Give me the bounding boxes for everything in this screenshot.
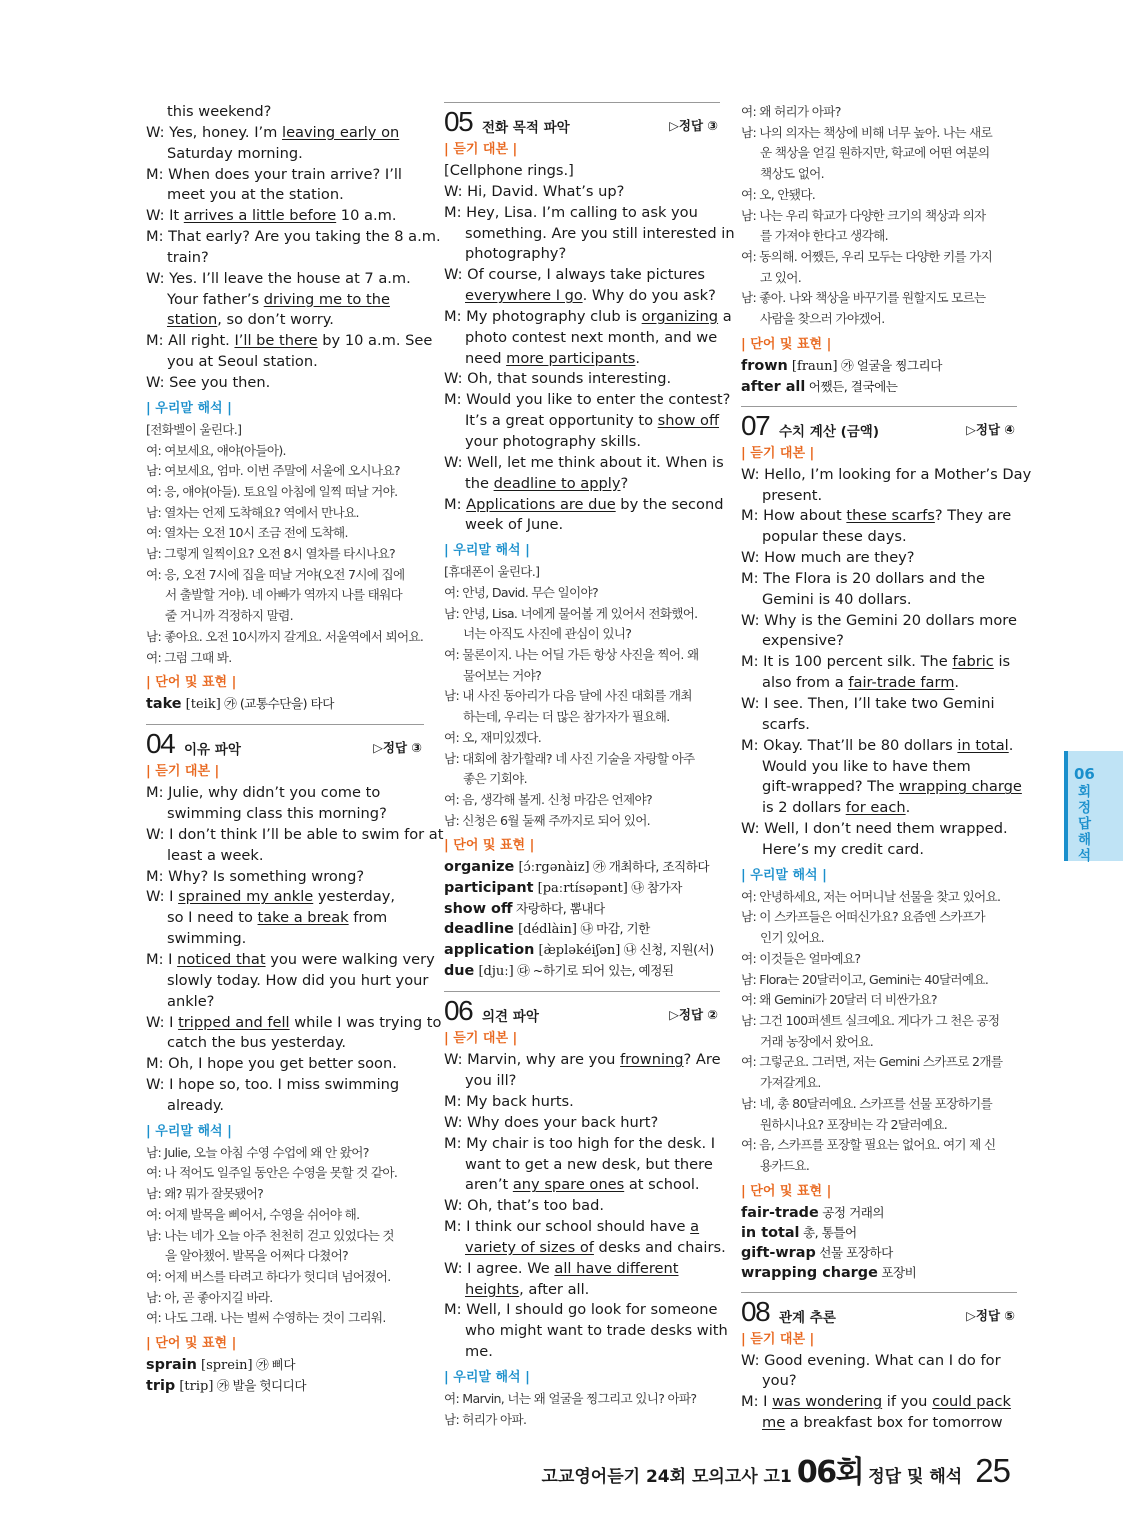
underlined-phrase: arrives a little before bbox=[183, 207, 337, 225]
underlined-phrase: a bbox=[690, 1218, 700, 1236]
text-line: W: Of course, I always take pictures bbox=[444, 266, 705, 284]
text-line: 줄 거니까 걱정하지 말렴. bbox=[165, 608, 293, 624]
text-line: W: Well, I don’t need them wrapped. bbox=[741, 820, 1008, 838]
underlined-phrase: frowning bbox=[620, 1051, 684, 1069]
chapter-side-tab[interactable] bbox=[1064, 751, 1123, 864]
text-line: W: It arrives a little before 10 a.m. bbox=[146, 207, 397, 225]
vocab-meaning: 자랑하다, 뽐내다 bbox=[512, 901, 605, 917]
text-line: W: Well, let me think about it. When is bbox=[444, 453, 724, 471]
underlined-phrase: was wondering bbox=[772, 1393, 883, 1411]
text-line: already. bbox=[167, 1096, 225, 1114]
column-middle bbox=[444, 102, 735, 1430]
vocab-entry bbox=[146, 694, 424, 715]
text-line: W: Hi, David. What’s up? bbox=[444, 182, 625, 200]
underlined-phrase: heights bbox=[465, 1280, 520, 1298]
text-line: 너는 아직도 사진에 관심이 있니? bbox=[463, 626, 632, 642]
text-line: 가져갈게요. bbox=[760, 1075, 821, 1091]
text-line: week of June. bbox=[465, 516, 564, 534]
text-line: M: Would you like to enter the contest? bbox=[444, 391, 731, 409]
text-line: 여: 여보세요, 얘야(아들아). bbox=[146, 442, 286, 458]
text-line: 남: 그건 100퍼센트 실크예요. 게다가 그 천은 공정 bbox=[741, 1012, 1000, 1028]
vocab-entry bbox=[444, 878, 720, 899]
vocab-list-06 bbox=[741, 356, 1017, 397]
text-line: 거래 농장에서 왔어요. bbox=[760, 1033, 874, 1049]
text-line: M: All right. I’ll be there by 10 a.m. See bbox=[146, 332, 433, 350]
question-04-header bbox=[146, 724, 424, 761]
vocab-pronunciation: [fraun] bbox=[787, 358, 838, 374]
text-line: you at Seoul station. bbox=[167, 353, 318, 371]
underlined-phrase: for each bbox=[845, 799, 906, 817]
translation-header: | 우리말 해석 | bbox=[146, 1123, 232, 1139]
text-line: slowly today. How did you hurt your bbox=[167, 971, 429, 989]
vocab-meaning: 총, 통틀어 bbox=[799, 1224, 857, 1240]
text-line: W: Yes, honey. I’m leaving early on bbox=[146, 123, 400, 141]
vocab-list-07 bbox=[741, 1203, 1017, 1283]
translation-header: | 우리말 해석 | bbox=[444, 1369, 530, 1385]
text-line: 운 책상을 얻길 원하지만, 학교에 어떤 여분의 bbox=[760, 145, 990, 161]
dialogue-08 bbox=[741, 1351, 1017, 1434]
question-title: 수치 계산 (금액) bbox=[779, 423, 879, 440]
vocab-pronunciation: [æ̀pləkéiʃən] bbox=[534, 943, 621, 959]
text-line: 사람을 찾으러 가야겠어. bbox=[760, 311, 885, 327]
text-line: M: Well, I should go look for someone bbox=[444, 1301, 718, 1319]
text-line: 남: 나의 의자는 책상에 비해 너무 높아. 나는 새로 bbox=[741, 124, 993, 140]
underlined-phrase: wrapping charge bbox=[899, 778, 1022, 796]
answer-label: ▷정답 ② bbox=[669, 1007, 718, 1023]
question-05-header bbox=[444, 102, 720, 139]
text-line: who might want to trade desks with bbox=[465, 1322, 728, 1340]
book-title: 고교영어듣기 24회 모의고사 고1 bbox=[541, 1467, 792, 1487]
text-line: photo contest next month, and we bbox=[465, 328, 718, 346]
vocab-word: fair-trade bbox=[741, 1204, 819, 1221]
text-line: Your father’s driving me to the bbox=[167, 290, 390, 308]
text-line: Gemini is 40 dollars. bbox=[762, 590, 912, 608]
text-line: 를 가져야 한다고 생각해. bbox=[760, 228, 888, 244]
text-line: you ill? bbox=[465, 1072, 517, 1090]
text-line: also from a fair-trade farm. bbox=[762, 674, 960, 692]
vocab-pronunciation: [ɔ́ːrgənàiz] bbox=[514, 860, 590, 876]
text-line: W: Yes. I’ll leave the house at 7 a.m. bbox=[146, 269, 411, 287]
underlined-phrase: tripped and fell bbox=[178, 1013, 290, 1031]
question-title: 의견 파악 bbox=[482, 1009, 539, 1026]
vocab-word: frown bbox=[741, 357, 788, 374]
text-line: me. bbox=[465, 1343, 493, 1361]
vocab-entry bbox=[444, 919, 720, 940]
vocab-header: | 단어 및 표현 | bbox=[146, 675, 237, 691]
vocab-pronunciation: [teik] bbox=[181, 697, 221, 713]
text-line: M: How about these scarfs? They are bbox=[741, 507, 1012, 525]
question-title: 관계 추론 bbox=[779, 1309, 836, 1326]
vocab-word: show off bbox=[444, 901, 513, 918]
vocab-meaning: ㉯ 신청, 지원(서) bbox=[620, 942, 714, 958]
text-line: W: Good evening. What can I do for bbox=[741, 1351, 1001, 1369]
text-line: 용카드요. bbox=[760, 1157, 810, 1173]
text-line: swimming class this morning? bbox=[167, 805, 387, 823]
dialogue-03-continued bbox=[146, 102, 441, 394]
text-line: 여: 응, 오전 7시에 집을 떠날 거야(오전 7시에 집에 bbox=[146, 566, 405, 582]
text-line: everywhere I go. Why do you ask? bbox=[465, 287, 716, 305]
vocab-word: wrapping charge bbox=[741, 1264, 878, 1281]
dialogue-04 bbox=[146, 783, 444, 1117]
text-line: want to get a new desk, but there bbox=[465, 1155, 713, 1173]
vocab-entry bbox=[444, 961, 720, 982]
translation-04 bbox=[146, 1143, 424, 1329]
vocab-pronunciation: [paːrtísəpənt] bbox=[533, 881, 628, 897]
text-line: M: My chair is too high for the desk. I bbox=[444, 1134, 716, 1152]
text-line: M: It is 100 percent silk. The fabric is bbox=[741, 653, 1011, 671]
underlined-phrase: deadline to apply bbox=[493, 474, 621, 492]
text-line: the deadline to apply? bbox=[465, 474, 629, 492]
footer-subtitle: 정답 및 해석 bbox=[868, 1467, 963, 1487]
text-line: 여: 왜 허리가 아파? bbox=[741, 104, 841, 119]
text-line: 남: 좋아요. 오전 10시까지 갈게요. 서울역에서 뵈어요. bbox=[146, 628, 424, 644]
text-line: scarfs. bbox=[762, 715, 810, 733]
text-line: 물어보는 거야? bbox=[463, 667, 542, 683]
translation-07 bbox=[741, 887, 1017, 1177]
text-line: 남: 신청은 6월 둘째 주까지로 되어 있어. bbox=[444, 812, 650, 828]
vocab-list-05 bbox=[444, 857, 720, 982]
text-line: 남: 허리가 아파. bbox=[444, 1411, 527, 1427]
text-line: W: Oh, that’s too bad. bbox=[444, 1197, 604, 1215]
vocab-pronunciation: [trip] bbox=[175, 1379, 214, 1395]
text-line: W: I tripped and fell while I was trying to bbox=[146, 1013, 442, 1031]
text-line: something. Are you still interested in bbox=[465, 224, 735, 242]
text-line: [전화벨이 울린다.] bbox=[146, 421, 242, 437]
dialogue-07 bbox=[741, 465, 1032, 861]
text-line: M: Oh, I hope you get better soon. bbox=[146, 1055, 397, 1073]
vocab-word: organize bbox=[444, 859, 515, 876]
page-number: 25 bbox=[975, 1452, 1010, 1489]
text-line: M: I think our school should have a bbox=[444, 1218, 700, 1236]
vocab-list-03 bbox=[146, 694, 424, 715]
underlined-phrase: could pack bbox=[932, 1393, 1011, 1411]
text-line: M: Applications are due by the second bbox=[444, 495, 724, 513]
text-line: gift-wrapped? The wrapping charge bbox=[762, 778, 1022, 796]
vocab-meaning: 포장비 bbox=[877, 1264, 917, 1280]
text-line: 여: 물론이지. 나는 어딜 가든 항상 사진을 찍어. 왜 bbox=[444, 647, 699, 662]
side-tab-label: 회 정답해석 bbox=[1078, 784, 1092, 864]
text-line: 남: 아, 곧 좋아지길 바라. bbox=[146, 1289, 273, 1305]
column-left bbox=[146, 102, 444, 1397]
text-line: station, so don’t worry. bbox=[167, 311, 334, 329]
text-line: W: I don’t think I’ll be able to swim for at bbox=[146, 825, 444, 843]
vocab-word: due bbox=[444, 963, 475, 980]
question-number: 08 bbox=[741, 1295, 770, 1327]
vocab-header: | 단어 및 표현 | bbox=[741, 336, 832, 352]
text-line: 여: 나도 그래. 나는 벌써 수영하는 것이 그리워. bbox=[146, 1310, 386, 1326]
text-line: is 2 dollars for each. bbox=[762, 799, 911, 817]
vocab-meaning: ㉮ 개최하다, 조직하다 bbox=[589, 859, 710, 875]
vocab-entry bbox=[146, 1355, 424, 1376]
dialogue-06 bbox=[444, 1050, 728, 1363]
vocab-meaning: ㉮ 삐다 bbox=[252, 1357, 296, 1373]
text-line: 남: 좋아. 나와 책상을 바꾸기를 원할지도 모르는 bbox=[741, 290, 986, 306]
text-line: 여: 나 적어도 일주일 동안은 수영을 못할 것 같아. bbox=[146, 1165, 398, 1181]
text-line: M: Julie, why didn’t you come to bbox=[146, 784, 381, 802]
question-number: 07 bbox=[741, 409, 770, 441]
underlined-phrase: station bbox=[167, 311, 218, 329]
text-line: W: I sprained my ankle yesterday, bbox=[146, 888, 396, 906]
text-line: 하는데, 우리는 더 많은 참가자가 필요해. bbox=[463, 709, 670, 725]
text-line: 여: 왜 Gemini가 20달러 더 비싼가요? bbox=[741, 992, 937, 1008]
page-footer bbox=[542, 1447, 1011, 1491]
text-line: M: The Flora is 20 dollars and the bbox=[741, 569, 985, 587]
text-line: M: When does your train arrive? I’ll bbox=[146, 165, 402, 183]
underlined-phrase: me bbox=[762, 1414, 786, 1432]
translation-header: | 우리말 해석 | bbox=[741, 867, 827, 883]
vocab-meaning: ㉰ ~하기로 되어 있는, 예정된 bbox=[513, 963, 674, 979]
vocab-entry bbox=[146, 1376, 424, 1397]
underlined-phrase: organizing bbox=[641, 307, 719, 325]
text-line: aren’t any spare ones at school. bbox=[465, 1176, 700, 1194]
translation-06-continued bbox=[741, 102, 1017, 330]
text-line: popular these days. bbox=[762, 528, 907, 546]
text-line: so I need to take a break from bbox=[167, 909, 388, 927]
vocab-entry bbox=[741, 1223, 1017, 1243]
vocab-meaning: ㉮ 발을 헛디디다 bbox=[213, 1378, 307, 1394]
text-line: [휴대폰이 울린다.] bbox=[444, 564, 540, 580]
vocab-entry bbox=[741, 1243, 1017, 1263]
text-line: W: How much are they? bbox=[741, 549, 915, 567]
vocab-meaning: ㉮ (교통수단을) 타다 bbox=[220, 696, 334, 712]
text-line: 여: 음, 생각해 볼게. 신청 마감은 언제야? bbox=[444, 791, 652, 807]
vocab-word: participant bbox=[444, 880, 534, 897]
text-line: 여: 안녕하세요, 저는 어머니날 선물을 찾고 있어요. bbox=[741, 888, 1001, 904]
underlined-phrase: driving me to the bbox=[263, 290, 390, 308]
text-line: 남: 나는 네가 오늘 아주 천천히 걷고 있었다는 것 bbox=[146, 1227, 394, 1243]
text-line: Would you like to have them bbox=[762, 757, 971, 775]
text-line: 여: 어제 버스를 타려고 하다가 헛디뎌 넘어졌어. bbox=[146, 1268, 391, 1284]
translation-header: | 우리말 해석 | bbox=[444, 543, 530, 559]
text-line: 여: 이것들은 얼마예요? bbox=[741, 950, 861, 966]
vocab-header: | 단어 및 표현 | bbox=[444, 838, 535, 854]
text-line: ankle? bbox=[167, 992, 215, 1010]
underlined-phrase: all have different bbox=[554, 1259, 679, 1277]
text-line: meet you at the station. bbox=[167, 186, 344, 204]
text-line: W: Oh, that sounds interesting. bbox=[444, 370, 672, 388]
vocab-meaning: 선물 포장하다 bbox=[815, 1244, 893, 1260]
text-line: 남: 왜? 뭐가 잘못됐어? bbox=[146, 1186, 264, 1202]
text-line: M: I was wondering if you could pack bbox=[741, 1393, 1011, 1411]
text-line: Saturday morning. bbox=[167, 144, 303, 162]
underlined-phrase: noticed that bbox=[177, 951, 266, 968]
answer-label: ▷정답 ③ bbox=[669, 118, 718, 133]
underlined-phrase: fabric bbox=[952, 653, 994, 671]
vocab-word: in total bbox=[741, 1224, 800, 1241]
vocab-meaning: ㉯ 참가자 bbox=[627, 880, 682, 896]
question-08-header bbox=[741, 1292, 1017, 1329]
text-line: your photography skills. bbox=[465, 432, 642, 450]
question-number: 06 bbox=[444, 995, 473, 1027]
text-line: 여: 오, 안됐다. bbox=[741, 186, 816, 202]
vocab-entry bbox=[741, 1203, 1017, 1223]
answer-label: ▷정답 ⑤ bbox=[966, 1307, 1015, 1323]
underlined-phrase: show off bbox=[657, 412, 720, 430]
text-line: heights, after all. bbox=[465, 1280, 590, 1298]
text-line: 고 있어. bbox=[760, 269, 802, 285]
vocab-entry bbox=[444, 899, 720, 919]
vocab-header: | 단어 및 표현 | bbox=[741, 1183, 832, 1199]
text-line: least a week. bbox=[167, 846, 264, 864]
text-line: variety of sizes of desks and chairs. bbox=[465, 1238, 726, 1256]
text-line: W: Marvin, why are you frowning? Are bbox=[444, 1051, 721, 1069]
question-title: 전화 목적 파악 bbox=[482, 120, 570, 136]
text-line: Here’s my credit card. bbox=[762, 840, 924, 858]
vocab-meaning: ㉯ 마감, 기한 bbox=[577, 921, 650, 937]
text-line: 여: 어제 발목을 삐어서, 수영을 쉬어야 해. bbox=[146, 1206, 360, 1222]
translation-header: | 우리말 해석 | bbox=[146, 400, 232, 416]
text-line: W: I see. Then, I’ll take two Gemini bbox=[741, 695, 995, 713]
vocab-word: after all bbox=[741, 378, 806, 395]
text-line: you? bbox=[762, 1372, 797, 1390]
answer-label: ▷정답 ③ bbox=[373, 740, 422, 756]
text-line: M: I noticed that you were walking very bbox=[146, 951, 435, 968]
side-tab-number: 06 bbox=[1074, 765, 1095, 783]
underlined-phrase: any spare ones bbox=[512, 1176, 625, 1194]
text-line: 남: 여보세요, 엄마. 이번 주말에 서울에 오시나요? bbox=[146, 463, 400, 479]
listening-script-header: | 듣기 대본 | bbox=[741, 1331, 815, 1347]
text-line: 남: 나는 우리 학교가 다양한 크기의 책상과 의자 bbox=[741, 207, 986, 223]
underlined-phrase: sprained my ankle bbox=[178, 888, 314, 906]
text-line: 인기 있어요. bbox=[760, 930, 824, 946]
text-line: [Cellphone rings.] bbox=[444, 162, 574, 179]
vocab-meaning: ㉮ 얼굴을 찡그리다 bbox=[837, 357, 942, 373]
translation-05 bbox=[444, 562, 720, 831]
underlined-phrase: everywhere I go bbox=[465, 287, 583, 305]
text-line: train? bbox=[167, 248, 209, 266]
vocab-meaning: 어쨌든, 결국에는 bbox=[805, 378, 898, 394]
text-line: M: My photography club is organizing a bbox=[444, 307, 732, 325]
text-line: W: Why does your back hurt? bbox=[444, 1113, 659, 1131]
vocab-entry bbox=[741, 1263, 1017, 1283]
underlined-phrase: leaving early on bbox=[282, 123, 400, 141]
vocab-pronunciation: [djuː] bbox=[474, 964, 514, 980]
text-line: 남: 네, 총 80달러예요. 스카프를 선물 포장하기를 bbox=[741, 1095, 992, 1111]
translation-03 bbox=[146, 420, 424, 668]
vocab-list-04 bbox=[146, 1355, 424, 1397]
question-number: 05 bbox=[444, 106, 473, 137]
text-line: 여: 음, 스카프를 포장할 필요는 없어요. 여기 제 신 bbox=[741, 1137, 996, 1153]
text-line: 서 출발할 거야). 네 아빠가 역까지 나를 태워다 bbox=[165, 587, 403, 603]
text-line: 남: 열차는 언제 도착해요? 역에서 만나요. bbox=[146, 504, 359, 520]
vocab-pronunciation: [dédlàin] bbox=[513, 922, 578, 938]
underlined-phrase: variety of sizes of bbox=[465, 1238, 594, 1256]
column-right bbox=[741, 102, 1032, 1434]
translation-06 bbox=[444, 1389, 720, 1430]
test-number: 06회 bbox=[796, 1455, 864, 1490]
text-line: 좋은 기회야. bbox=[463, 771, 527, 787]
question-07-header bbox=[741, 406, 1017, 443]
vocab-word: take bbox=[146, 696, 182, 713]
text-line: present. bbox=[762, 486, 823, 504]
text-line: 책상도 없어. bbox=[760, 166, 824, 182]
vocab-pronunciation: [sprein] bbox=[196, 1358, 253, 1374]
text-line: me a breakfast box for tomorrow bbox=[762, 1414, 1003, 1432]
question-number: 04 bbox=[146, 728, 175, 760]
text-line: M: Why? Is something wrong? bbox=[146, 867, 365, 885]
text-line: M: That early? Are you taking the 8 a.m. bbox=[146, 228, 441, 246]
listening-script-header: | 듣기 대본 | bbox=[444, 1031, 518, 1047]
vocab-word: deadline bbox=[444, 921, 514, 938]
vocab-entry bbox=[741, 356, 1017, 377]
text-line: catch the bus yesterday. bbox=[167, 1034, 347, 1052]
text-line: 남: Flora는 20달러이고, Gemini는 40달러예요. bbox=[741, 971, 989, 987]
text-line: 남: 대회에 참가할래? 네 사진 기술을 자랑할 아주 bbox=[444, 750, 695, 766]
text-line: 남: Julie, 오늘 아침 수영 수업에 왜 안 왔어? bbox=[146, 1144, 369, 1160]
text-line: 남: 내 사진 동아리가 다음 달에 사진 대회를 개최 bbox=[444, 688, 692, 704]
underlined-phrase: take a break bbox=[257, 909, 349, 927]
text-line: need more participants. bbox=[465, 349, 641, 367]
text-line: 여: 응, 얘야(아들). 토요일 아침에 일찍 떠날 거야. bbox=[146, 483, 398, 499]
answer-label: ▷정답 ④ bbox=[966, 421, 1015, 437]
vocab-word: trip bbox=[146, 1378, 176, 1395]
text-line: M: Hey, Lisa. I’m calling to ask you bbox=[444, 203, 698, 221]
dialogue-05 bbox=[444, 161, 735, 536]
text-line: M: Okay. That’ll be 80 dollars in total. bbox=[741, 736, 1014, 754]
text-line: W: Why is the Gemini 20 dollars more bbox=[741, 611, 1017, 629]
text-line: 여: 오, 재미있겠다. bbox=[444, 729, 542, 745]
text-line: 여: 동의해. 어쨌든, 우리 모두는 다양한 키를 가지 bbox=[741, 248, 993, 264]
text-line: expensive? bbox=[762, 632, 844, 650]
text-line: 여: Marvin, 너는 왜 얼굴을 찡그리고 있니? 아파? bbox=[444, 1390, 697, 1406]
vocab-word: gift-wrap bbox=[741, 1244, 816, 1261]
question-title: 이유 파악 bbox=[184, 742, 241, 759]
text-line: photography? bbox=[465, 245, 567, 263]
vocab-entry bbox=[444, 857, 720, 878]
listening-script-header: | 듣기 대본 | bbox=[146, 764, 220, 780]
vocab-word: sprain bbox=[146, 1357, 197, 1374]
question-06-header bbox=[444, 991, 720, 1028]
vocab-meaning: 공정 거래의 bbox=[818, 1204, 885, 1220]
text-line: It’s a great opportunity to show off bbox=[465, 412, 720, 430]
vocab-header: | 단어 및 표현 | bbox=[146, 1336, 237, 1352]
listening-script-header: | 듣기 대본 | bbox=[444, 142, 518, 157]
text-line: 여: 그럼 그때 봐. bbox=[146, 649, 232, 665]
vocab-entry bbox=[741, 377, 1017, 397]
listening-script-header: | 듣기 대본 | bbox=[741, 445, 815, 461]
underlined-phrase: I’ll be there bbox=[234, 332, 318, 350]
underlined-phrase: fair-trade farm bbox=[848, 674, 955, 692]
text-line: M: My back hurts. bbox=[444, 1093, 574, 1111]
text-line: swimming. bbox=[167, 930, 247, 948]
text-line: W: I agree. We all have different bbox=[444, 1259, 679, 1277]
underlined-phrase: in total bbox=[957, 736, 1009, 754]
underlined-phrase: Applications are due bbox=[466, 495, 616, 513]
text-line: this weekend? bbox=[167, 103, 272, 120]
text-line: 원하시나요? 포장비는 각 2달러예요. bbox=[760, 1116, 948, 1132]
vocab-entry bbox=[444, 940, 720, 961]
text-line: W: See you then. bbox=[146, 373, 271, 391]
text-line: W: Hello, I’m looking for a Mother’s Day bbox=[741, 465, 1032, 483]
underlined-phrase: these scarfs bbox=[846, 507, 935, 525]
text-line: 여: 그렇군요. 그러면, 저는 Gemini 스카프로 2개를 bbox=[741, 1054, 1003, 1070]
text-line: 남: 그렇게 일찍이요? 오전 8시 열차를 타시나요? bbox=[146, 546, 396, 562]
underlined-phrase: more participants bbox=[506, 349, 636, 367]
text-line: W: I hope so, too. I miss swimming bbox=[146, 1076, 400, 1094]
vocab-word: application bbox=[444, 942, 535, 959]
text-line: 을 알아챘어. 발목을 어쩌다 다쳤어? bbox=[165, 1248, 349, 1264]
text-line: 남: 안녕, Lisa. 너에게 물어볼 게 있어서 전화했어. bbox=[444, 605, 698, 621]
text-line: 여: 안녕, David. 무슨 일이야? bbox=[444, 584, 598, 600]
text-line: 여: 열차는 오전 10시 조금 전에 도착해. bbox=[146, 525, 348, 541]
text-line: 남: 이 스카프들은 어떠신가요? 요즘엔 스카프가 bbox=[741, 909, 985, 925]
